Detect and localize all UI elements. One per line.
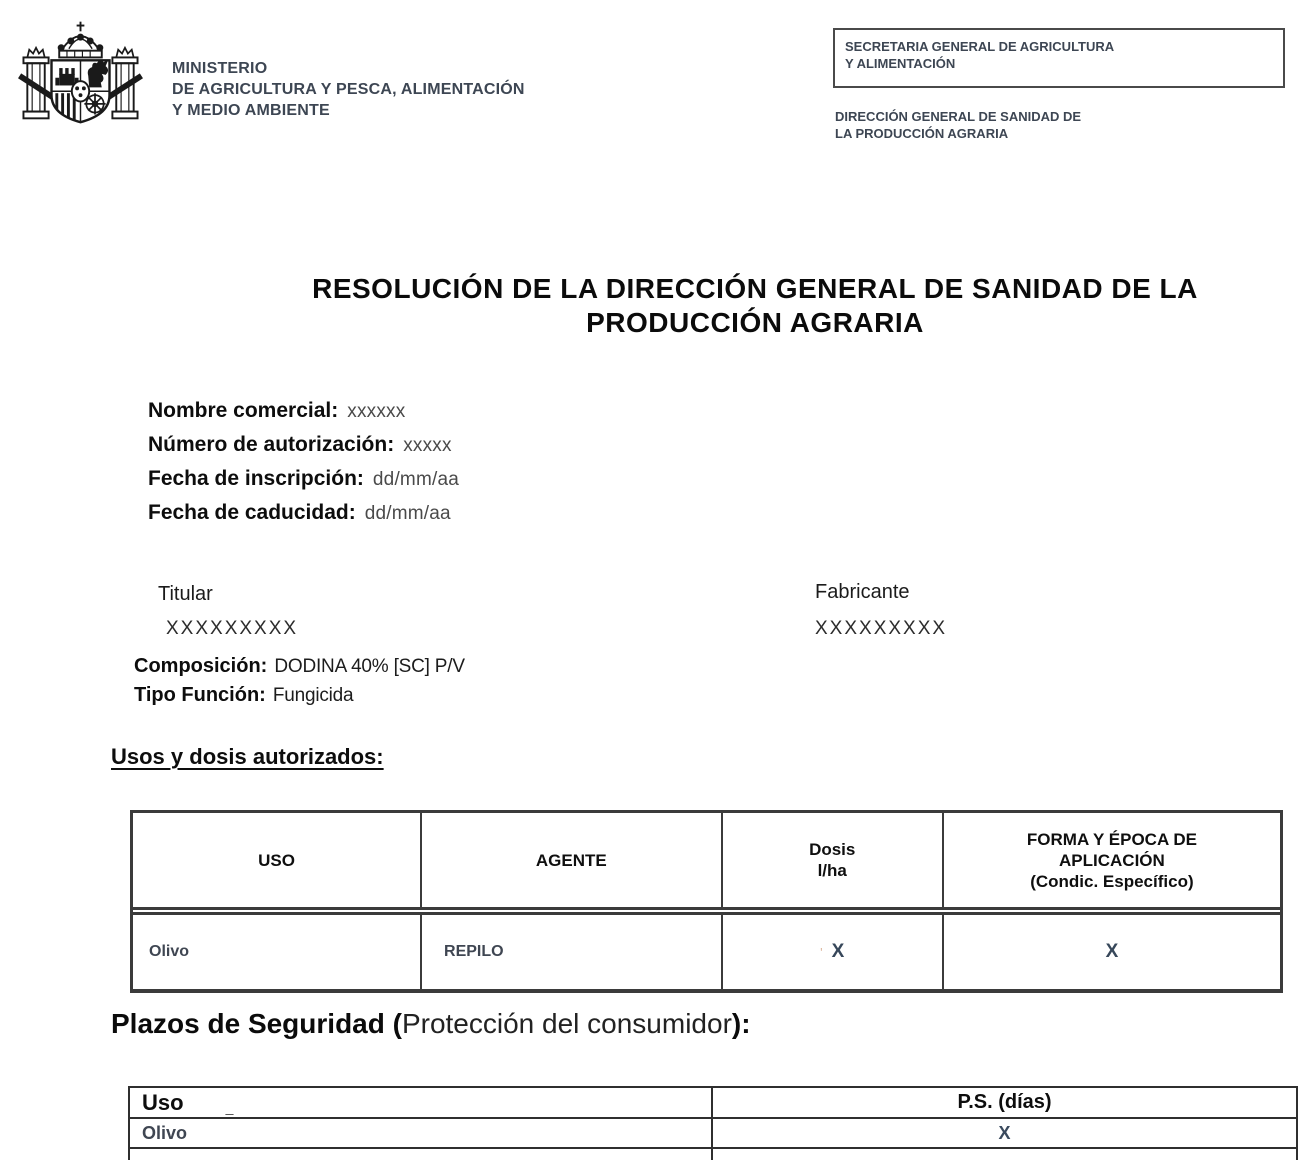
- field-fecha-inscripcion: [148, 462, 459, 496]
- composicion-line: [134, 655, 465, 678]
- header-forma-epoca: FORMA Y ÉPOCA DE APLICACIÓN (Condic. Específico): [1026, 829, 1197, 891]
- secretaria-line: Y ALIMENTACIÓN: [845, 56, 956, 71]
- header-uso: Uso _: [130, 1088, 713, 1117]
- cell-dosis: ' X: [723, 915, 944, 989]
- header-uso: USO: [133, 813, 422, 907]
- heading-bold-start: Plazos de Seguridad (: [111, 1008, 402, 1039]
- field-value: dd/mm/aa: [364, 503, 451, 524]
- plazos-seguridad-heading: [111, 1008, 751, 1040]
- usos-dosis-heading: Usos y dosis autorizados:: [111, 744, 384, 769]
- direccion-line: DIRECCIÓN GENERAL DE SANIDAD DE: [835, 109, 1082, 124]
- scan-artifact-tick: ': [820, 945, 823, 960]
- usos-table-header-row: [133, 813, 1280, 915]
- fabricante-label: Fabricante: [815, 581, 910, 603]
- titular-label: Titular: [158, 583, 213, 605]
- ministry-line: Y MEDIO AMBIENTE: [172, 102, 330, 119]
- field-label: Nombre comercial:: [148, 399, 339, 422]
- tipo-funcion-label: Tipo Función:: [134, 684, 266, 706]
- direccion-line: LA PRODUCCIÓN AGRARIA: [835, 126, 1009, 141]
- document-title: [240, 272, 1270, 340]
- field-numero-autorizacion: [148, 428, 459, 462]
- escudo-espana-logo: [8, 12, 153, 162]
- composicion-value: DODINA 40% [SC] P/V: [274, 656, 465, 677]
- safety-table-row: [128, 1119, 1298, 1149]
- field-label: Fecha de caducidad:: [148, 501, 356, 524]
- usos-dosis-table: [130, 810, 1283, 993]
- coat-of-arms-icon: [8, 12, 153, 157]
- usos-table-row: [133, 915, 1280, 989]
- composicion-label: Composición:: [134, 655, 268, 677]
- header-agente: AGENTE: [422, 813, 723, 907]
- heading-bold-end: ):: [731, 1008, 751, 1039]
- field-label: Fecha de inscripción:: [148, 467, 364, 490]
- field-label: Número de autorización:: [148, 433, 395, 456]
- field-nombre-comercial: [148, 394, 459, 428]
- cell-forma: X: [1105, 941, 1119, 962]
- field-value: dd/mm/aa: [372, 469, 459, 490]
- tipo-funcion-line: [134, 684, 353, 707]
- secretaria-general-box: [833, 28, 1285, 88]
- tipo-funcion-value: Fungicida: [272, 685, 354, 706]
- secretaria-line: SECRETARIA GENERAL DE AGRICULTURA: [845, 39, 1115, 54]
- plazos-seguridad-table: [128, 1086, 1298, 1160]
- field-value: xxxxxx: [347, 401, 406, 422]
- title-line: RESOLUCIÓN DE LA DIRECCIÓN GENERAL DE SANIDAD DE LA: [312, 273, 1198, 304]
- cell-uso: Olivo: [130, 1119, 713, 1147]
- title-line: PRODUCCIÓN AGRARIA: [586, 307, 924, 338]
- heading-regular: Protección del consumidor: [401, 1008, 732, 1039]
- field-value: xxxxx: [403, 435, 452, 456]
- fabricante-value: XXXXXXXXX: [815, 618, 948, 639]
- header-dosis: Dosis l/ha: [723, 813, 944, 907]
- safety-table-cutoff-row: [128, 1149, 1298, 1160]
- header-ps-dias: P.S. (días): [957, 1091, 1052, 1113]
- ministry-name: [172, 58, 525, 121]
- direccion-general-label: [835, 108, 1081, 142]
- safety-table-header-row: [128, 1088, 1298, 1119]
- ministry-line: MINISTERIO: [172, 60, 268, 77]
- field-fecha-caducidad: [148, 496, 459, 530]
- cell-ps: X: [998, 1122, 1011, 1143]
- titular-value: XXXXXXXXX: [166, 618, 299, 639]
- ministry-line: DE AGRICULTURA Y PESCA, ALIMENTACIÓN: [172, 81, 525, 98]
- registration-fields: [148, 394, 459, 530]
- scan-artifact-underscore: _: [225, 1098, 234, 1115]
- cell-agente: REPILO: [422, 915, 723, 989]
- cell-uso: Olivo: [133, 915, 422, 989]
